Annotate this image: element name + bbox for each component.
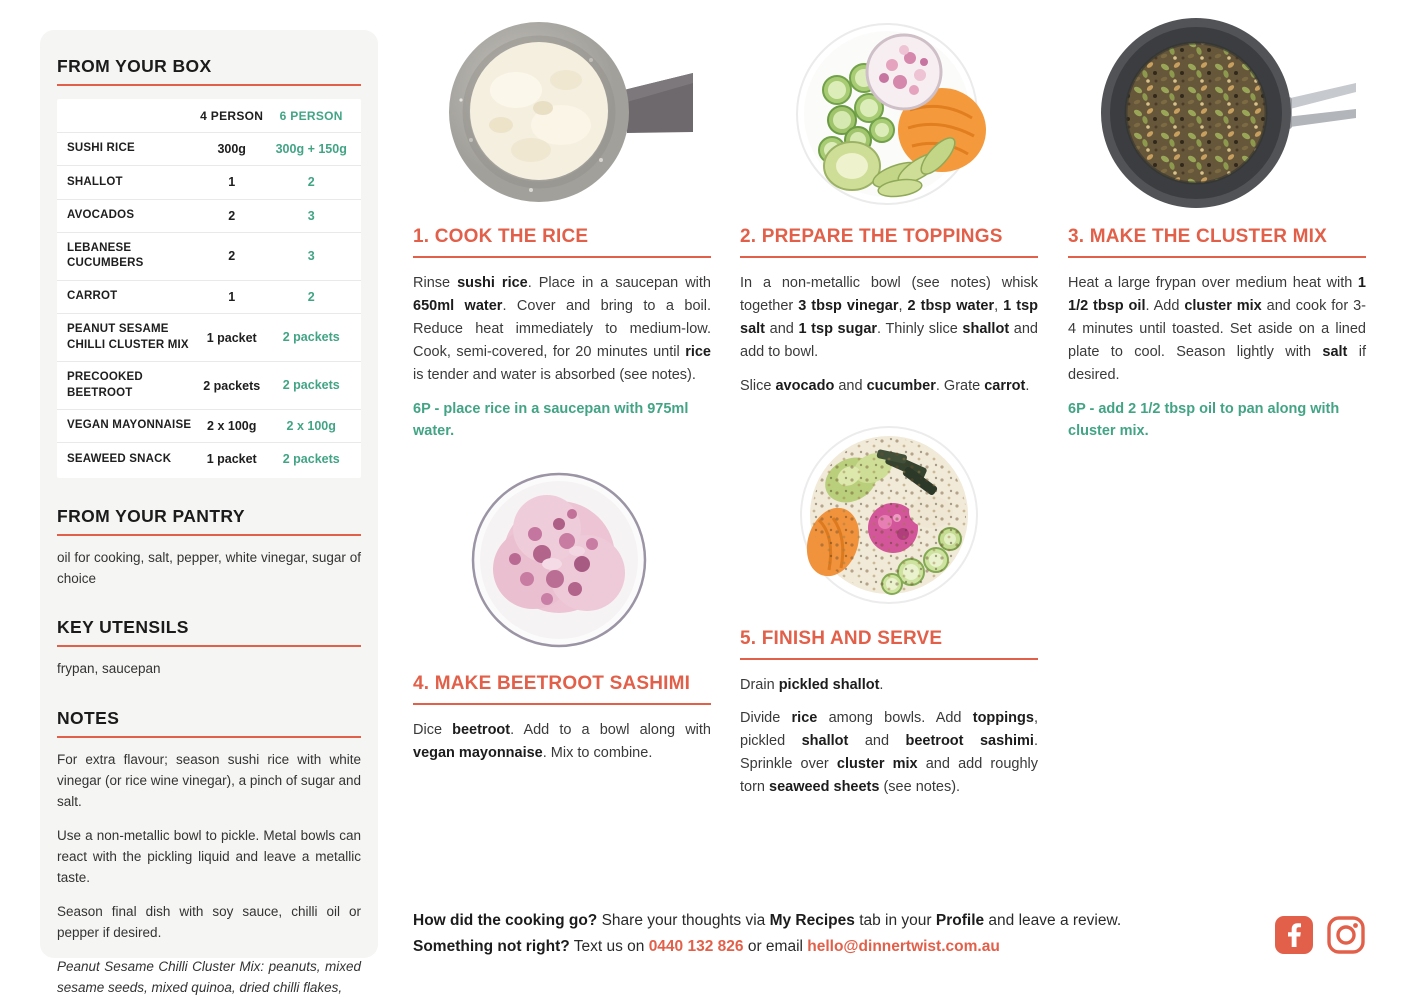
text-run: hello@dinnertwist.com.au (807, 937, 1000, 955)
text-run: In a non-metallic bowl (see notes) whisk together (740, 275, 1038, 314)
text-run: 650ml water (413, 297, 503, 314)
text-run: Divide (740, 710, 792, 727)
note-paragraph: Season final dish with soy sauce, chilli oil or pepper if desired. (57, 903, 361, 940)
step-2-underline (740, 256, 1038, 258)
pantry-section (57, 506, 361, 590)
step-3-photo (1068, 18, 1366, 208)
step-paragraph (740, 707, 1038, 799)
step-1-6p-tip: 6P - place rice in a saucepan with 975ml water. (413, 400, 689, 440)
text-run: and add to bowl. (740, 320, 1038, 360)
text-run: shallot (801, 733, 849, 750)
feedback-line (413, 908, 1213, 934)
text-run: and (765, 320, 799, 337)
text-run: toppings (972, 710, 1034, 727)
ingredient-name: PRECOOKED BEETROOT (67, 371, 143, 399)
text-run: carrot (984, 377, 1026, 394)
step-4-underline (413, 703, 711, 705)
text-run: beetroot sashimi (905, 733, 1034, 750)
pickled-shallot-bowl (867, 35, 941, 109)
text-run: Rinse (413, 275, 458, 291)
text-run: cluster mix (1184, 297, 1262, 314)
ingredient-row (57, 165, 361, 198)
ingredient-row (57, 313, 361, 361)
text-run: . Mix to combine. (542, 745, 653, 762)
text-run: . Thinly slice (877, 320, 963, 337)
ingredient-row (57, 280, 361, 313)
ingredient-name: SEAWEED SNACK (67, 452, 172, 465)
instagram-icon[interactable] (1326, 915, 1366, 955)
ingredient-name: AVOCADOS (67, 208, 135, 221)
social-icons (1275, 915, 1366, 955)
step-3 (1068, 18, 1366, 443)
note-paragraph: Use a non-metallic bowl to pickle. Metal bowls can react with the pickling liquid and leave a metallic taste. (57, 828, 361, 885)
text-run: 0440 132 826 (648, 937, 744, 955)
ingredient-row (57, 132, 361, 165)
col-header-6-person: 6 PERSON (279, 109, 343, 123)
text-run: Heat a large frypan over medium heat with (1068, 275, 1358, 291)
step-4-instructions (413, 719, 711, 765)
notes-text (57, 750, 361, 998)
contact-line[interactable] (413, 934, 1213, 960)
text-run: , (898, 297, 908, 314)
qty-6-person: 2 (307, 175, 315, 190)
qty-4-person: 300g (217, 142, 246, 157)
cluster-mix-ingredients-note: Peanut Sesame Chilli Cluster Mix: peanuts, mixed sesame seeds, mixed quinoa, dried chilli flakes, (57, 958, 361, 995)
ingredient-row (57, 232, 361, 280)
text-run: . Sprinkle over (740, 733, 1038, 773)
finished-bowl-graphic (789, 424, 989, 606)
step-5-title: 5. FINISH AND SERVE (740, 627, 943, 649)
text-run: My Recipes (769, 912, 855, 929)
step-2-instructions (740, 272, 1038, 398)
qty-6-person: 2 packets (282, 378, 340, 393)
rice-saucepan-graphic (431, 20, 693, 206)
step-5-underline (740, 658, 1038, 660)
text-run: . Grate (935, 377, 985, 394)
step-paragraph (413, 272, 711, 387)
text-run: shallot (962, 320, 1010, 337)
note-paragraph: For extra flavour; season sushi rice with white vinegar (or rice wine vinegar), a pinch of sugar and salt. (57, 752, 361, 810)
text-run: among bowls. Add (817, 710, 973, 727)
utensils-text: frypan, saucepan (57, 661, 161, 677)
text-run: and add roughly torn (740, 756, 1038, 796)
qty-4-person: 2 packets (203, 378, 261, 393)
ingredients-table-body (57, 132, 361, 476)
text-run: . Add (1145, 297, 1185, 314)
qty-4-person: 1 packet (206, 452, 257, 467)
text-run: Profile (935, 912, 985, 929)
step-4-title: 4. MAKE BEETROOT SASHIMI (413, 673, 691, 695)
step-5-instructions (740, 674, 1038, 800)
qty-4-person: 2 (228, 208, 236, 223)
ingredient-name: PEANUT SESAME CHILLI CLUSTER MIX (67, 323, 189, 351)
qty-4-person: 1 packet (206, 330, 257, 345)
text-run: is tender and water is absorbed (see notes). (413, 366, 696, 383)
text-run: and (848, 733, 906, 750)
step-5 (740, 420, 1038, 800)
step-1-photo (413, 18, 711, 208)
step-1-title: 1. COOK THE RICE (413, 226, 589, 247)
text-run: Slice (740, 377, 776, 394)
text-run: Share your thoughts via (597, 912, 770, 929)
step-2-photo (740, 18, 1038, 208)
ingredient-name: SHALLOT (67, 175, 123, 188)
step-paragraph (740, 375, 1038, 398)
ingredient-name: CARROT (67, 290, 118, 303)
text-run: and (834, 377, 867, 394)
qty-6-person: 300g + 150g (275, 142, 347, 156)
text-run: How did the cooking go? (413, 912, 598, 929)
text-run: . (1025, 377, 1030, 394)
qty-4-person: 2 x 100g (207, 419, 257, 434)
notes-underline (57, 736, 361, 738)
text-run: . Cover and bring to a boil. Reduce heat immediately to medium-low. Cook, semi-covered, for 20 minutes until (413, 297, 711, 360)
step-2-title: 2. PREPARE THE TOPPINGS (740, 226, 1003, 247)
text-run: and leave a review. (984, 912, 1122, 929)
text-run: if desired. (1068, 343, 1367, 383)
step-3-instructions (1068, 272, 1366, 387)
beetroot-sashimi-bowl-graphic (447, 469, 677, 651)
text-run: (see notes). (879, 779, 961, 796)
step-paragraph (413, 719, 711, 765)
text-run: 2 tbsp water (907, 297, 995, 314)
qty-4-person: 1 (228, 289, 236, 304)
step-3-underline (1068, 256, 1366, 258)
text-run: rice (685, 343, 711, 360)
facebook-icon[interactable] (1275, 916, 1313, 954)
ingredients-table (57, 99, 361, 478)
ingredient-row (57, 442, 361, 475)
step-paragraph (740, 674, 1038, 697)
text-run: seaweed sheets (769, 779, 880, 796)
text-run: Dice (413, 722, 453, 739)
qty-6-person: 2 packets (282, 330, 340, 345)
step-1 (413, 18, 711, 443)
pantry-underline (57, 534, 361, 536)
pantry-title: FROM YOUR PANTRY (57, 505, 245, 526)
text-run: . (879, 676, 884, 693)
text-run: sushi rice (457, 275, 528, 291)
qty-6-person: 2 (307, 289, 315, 304)
text-run: salt (1322, 343, 1348, 360)
column-2 (740, 18, 1038, 810)
text-run: . Place in a saucepan with (527, 275, 711, 291)
text-run: or email (743, 937, 808, 955)
text-run: and cook for 3-4 minutes until toasted. Set aside on a lined plate to cool. Season lightly with (1068, 297, 1366, 360)
text-run: . Add to a bowl along with (510, 722, 711, 739)
step-4 (413, 465, 711, 765)
step-paragraph (1068, 272, 1366, 387)
utensils-underline (57, 645, 361, 647)
text-run: 3 tbsp vinegar (798, 297, 899, 314)
text-run: vegan mayonnaise (413, 745, 543, 762)
ingredients-table-header (57, 99, 361, 132)
text-run: Drain (740, 676, 779, 693)
text-run: 1 tsp sugar (798, 320, 878, 337)
text-run: 1 tsp salt (740, 297, 1038, 337)
utensils-title: KEY UTENSILS (57, 617, 189, 638)
ingredient-name: VEGAN MAYONNAISE (67, 419, 192, 432)
text-run: tab in your (854, 912, 936, 929)
pantry-text: oil for cooking, salt, pepper, white vinegar, sugar of choice (57, 549, 361, 586)
qty-6-person: 2 packets (282, 452, 340, 467)
step-3-title: 3. MAKE THE CLUSTER MIX (1068, 226, 1328, 247)
toppings-plate-graphic (782, 20, 997, 206)
text-run: cluster mix (836, 756, 918, 773)
step-5-photo (740, 420, 1038, 610)
cluster-mix-frypan-graphic (1078, 15, 1356, 211)
text-run: , pickled (740, 710, 1038, 750)
sidebar (40, 30, 378, 995)
step-2 (740, 18, 1038, 398)
qty-4-person: 1 (228, 175, 236, 190)
utensils-section (57, 617, 361, 680)
text-run: rice (791, 710, 818, 727)
column-1 (413, 18, 711, 776)
title-underline (57, 84, 361, 86)
notes-title: NOTES (57, 708, 120, 729)
notes-section (57, 708, 361, 998)
from-your-box-title: FROM YOUR BOX (57, 56, 212, 76)
step-paragraph (740, 272, 1038, 364)
qty-6-person: 2 x 100g (286, 419, 336, 434)
text-run: pickled shallot (778, 676, 880, 693)
text-run: cucumber (866, 377, 936, 394)
text-run: beetroot (452, 722, 511, 739)
step-4-photo (413, 465, 711, 655)
text-run: Something not right? (413, 937, 570, 955)
text-run: avocado (775, 377, 835, 394)
ingredient-row (57, 199, 361, 232)
text-run: , (994, 297, 1004, 314)
footer (413, 908, 1213, 959)
step-1-underline (413, 256, 711, 258)
column-3 (1068, 18, 1366, 443)
qty-4-person: 2 (228, 249, 236, 264)
qty-6-person: 3 (307, 249, 315, 264)
ingredient-name: SUSHI RICE (67, 142, 135, 155)
qty-6-person: 3 (307, 208, 315, 223)
ingredient-name: LEBANESE CUCUMBERS (67, 241, 144, 270)
step-3-6p-tip: 6P - add 2 1/2 tbsp oil to pan along with cluster mix. (1068, 400, 1340, 440)
text-run: Text us on (569, 937, 649, 955)
ingredient-row (57, 361, 361, 409)
ingredient-row (57, 409, 361, 442)
col-header-4-person: 4 PERSON (200, 109, 264, 123)
step-1-instructions (413, 272, 711, 387)
text-run: 1 1/2 tbsp oil (1068, 275, 1366, 314)
